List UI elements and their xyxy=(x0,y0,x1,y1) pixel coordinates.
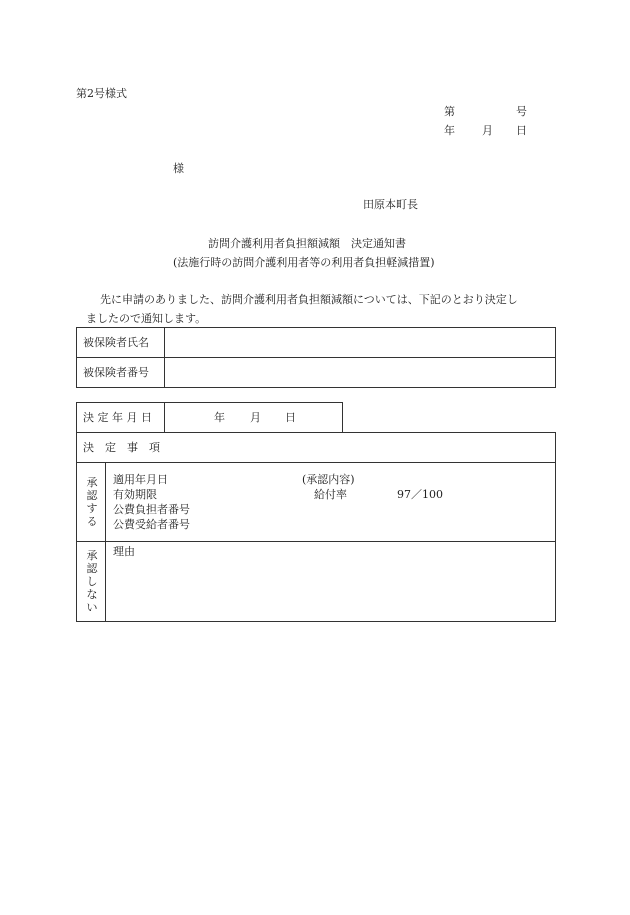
benefit-rate-label: 給付率 xyxy=(314,488,347,501)
apply-date-label: 適用年月日 xyxy=(113,473,168,486)
decision-date-label: 決 定 年 月 日 xyxy=(83,411,152,424)
document-title: 訪問介護利用者負担額減額 決定通知書 xyxy=(208,237,406,250)
issue-date-month: 月 xyxy=(482,124,493,137)
document-subtitle: (法施行時の訪問介護利用者等の利用者負担軽減措置) xyxy=(173,256,435,269)
insured-name-field[interactable] xyxy=(166,329,554,356)
decision-date-year: 年 xyxy=(214,411,225,424)
issue-date-day: 日 xyxy=(516,124,527,137)
reject-label: 承認しない xyxy=(86,549,98,614)
validity-label: 有効期限 xyxy=(113,488,157,501)
body-text-line-2: ましたので通知します。 xyxy=(86,312,207,325)
reason-label: 理由 xyxy=(113,545,135,558)
issue-date-year: 年 xyxy=(444,124,455,137)
insured-number-label: 被保険者番号 xyxy=(83,366,149,379)
issue-number-prefix: 第 xyxy=(444,105,455,118)
insured-name-label: 被保険者氏名 xyxy=(83,336,149,349)
issue-number-suffix: 号 xyxy=(516,105,527,118)
approval-content-label: (承認内容) xyxy=(302,473,355,486)
decision-date-month: 月 xyxy=(250,411,261,424)
approve-label: 承認する xyxy=(86,476,98,528)
insured-number-field[interactable] xyxy=(166,359,554,386)
recipient-number-label: 公費受給者番号 xyxy=(113,518,190,531)
decision-items-label: 決 定 事 項 xyxy=(83,441,160,454)
decision-date-day: 日 xyxy=(285,411,296,424)
payer-number-label: 公費負担者番号 xyxy=(113,503,190,516)
form-number-label: 第2号様式 xyxy=(76,87,127,100)
benefit-rate-value: 97／100 xyxy=(397,488,443,501)
body-text-line-1: 先に申請のありました、訪問介護利用者負担額減額については、下記のとおり決定し xyxy=(100,293,518,306)
issuer-name: 田原本町長 xyxy=(363,198,418,211)
addressee-honorific: 様 xyxy=(173,162,184,175)
